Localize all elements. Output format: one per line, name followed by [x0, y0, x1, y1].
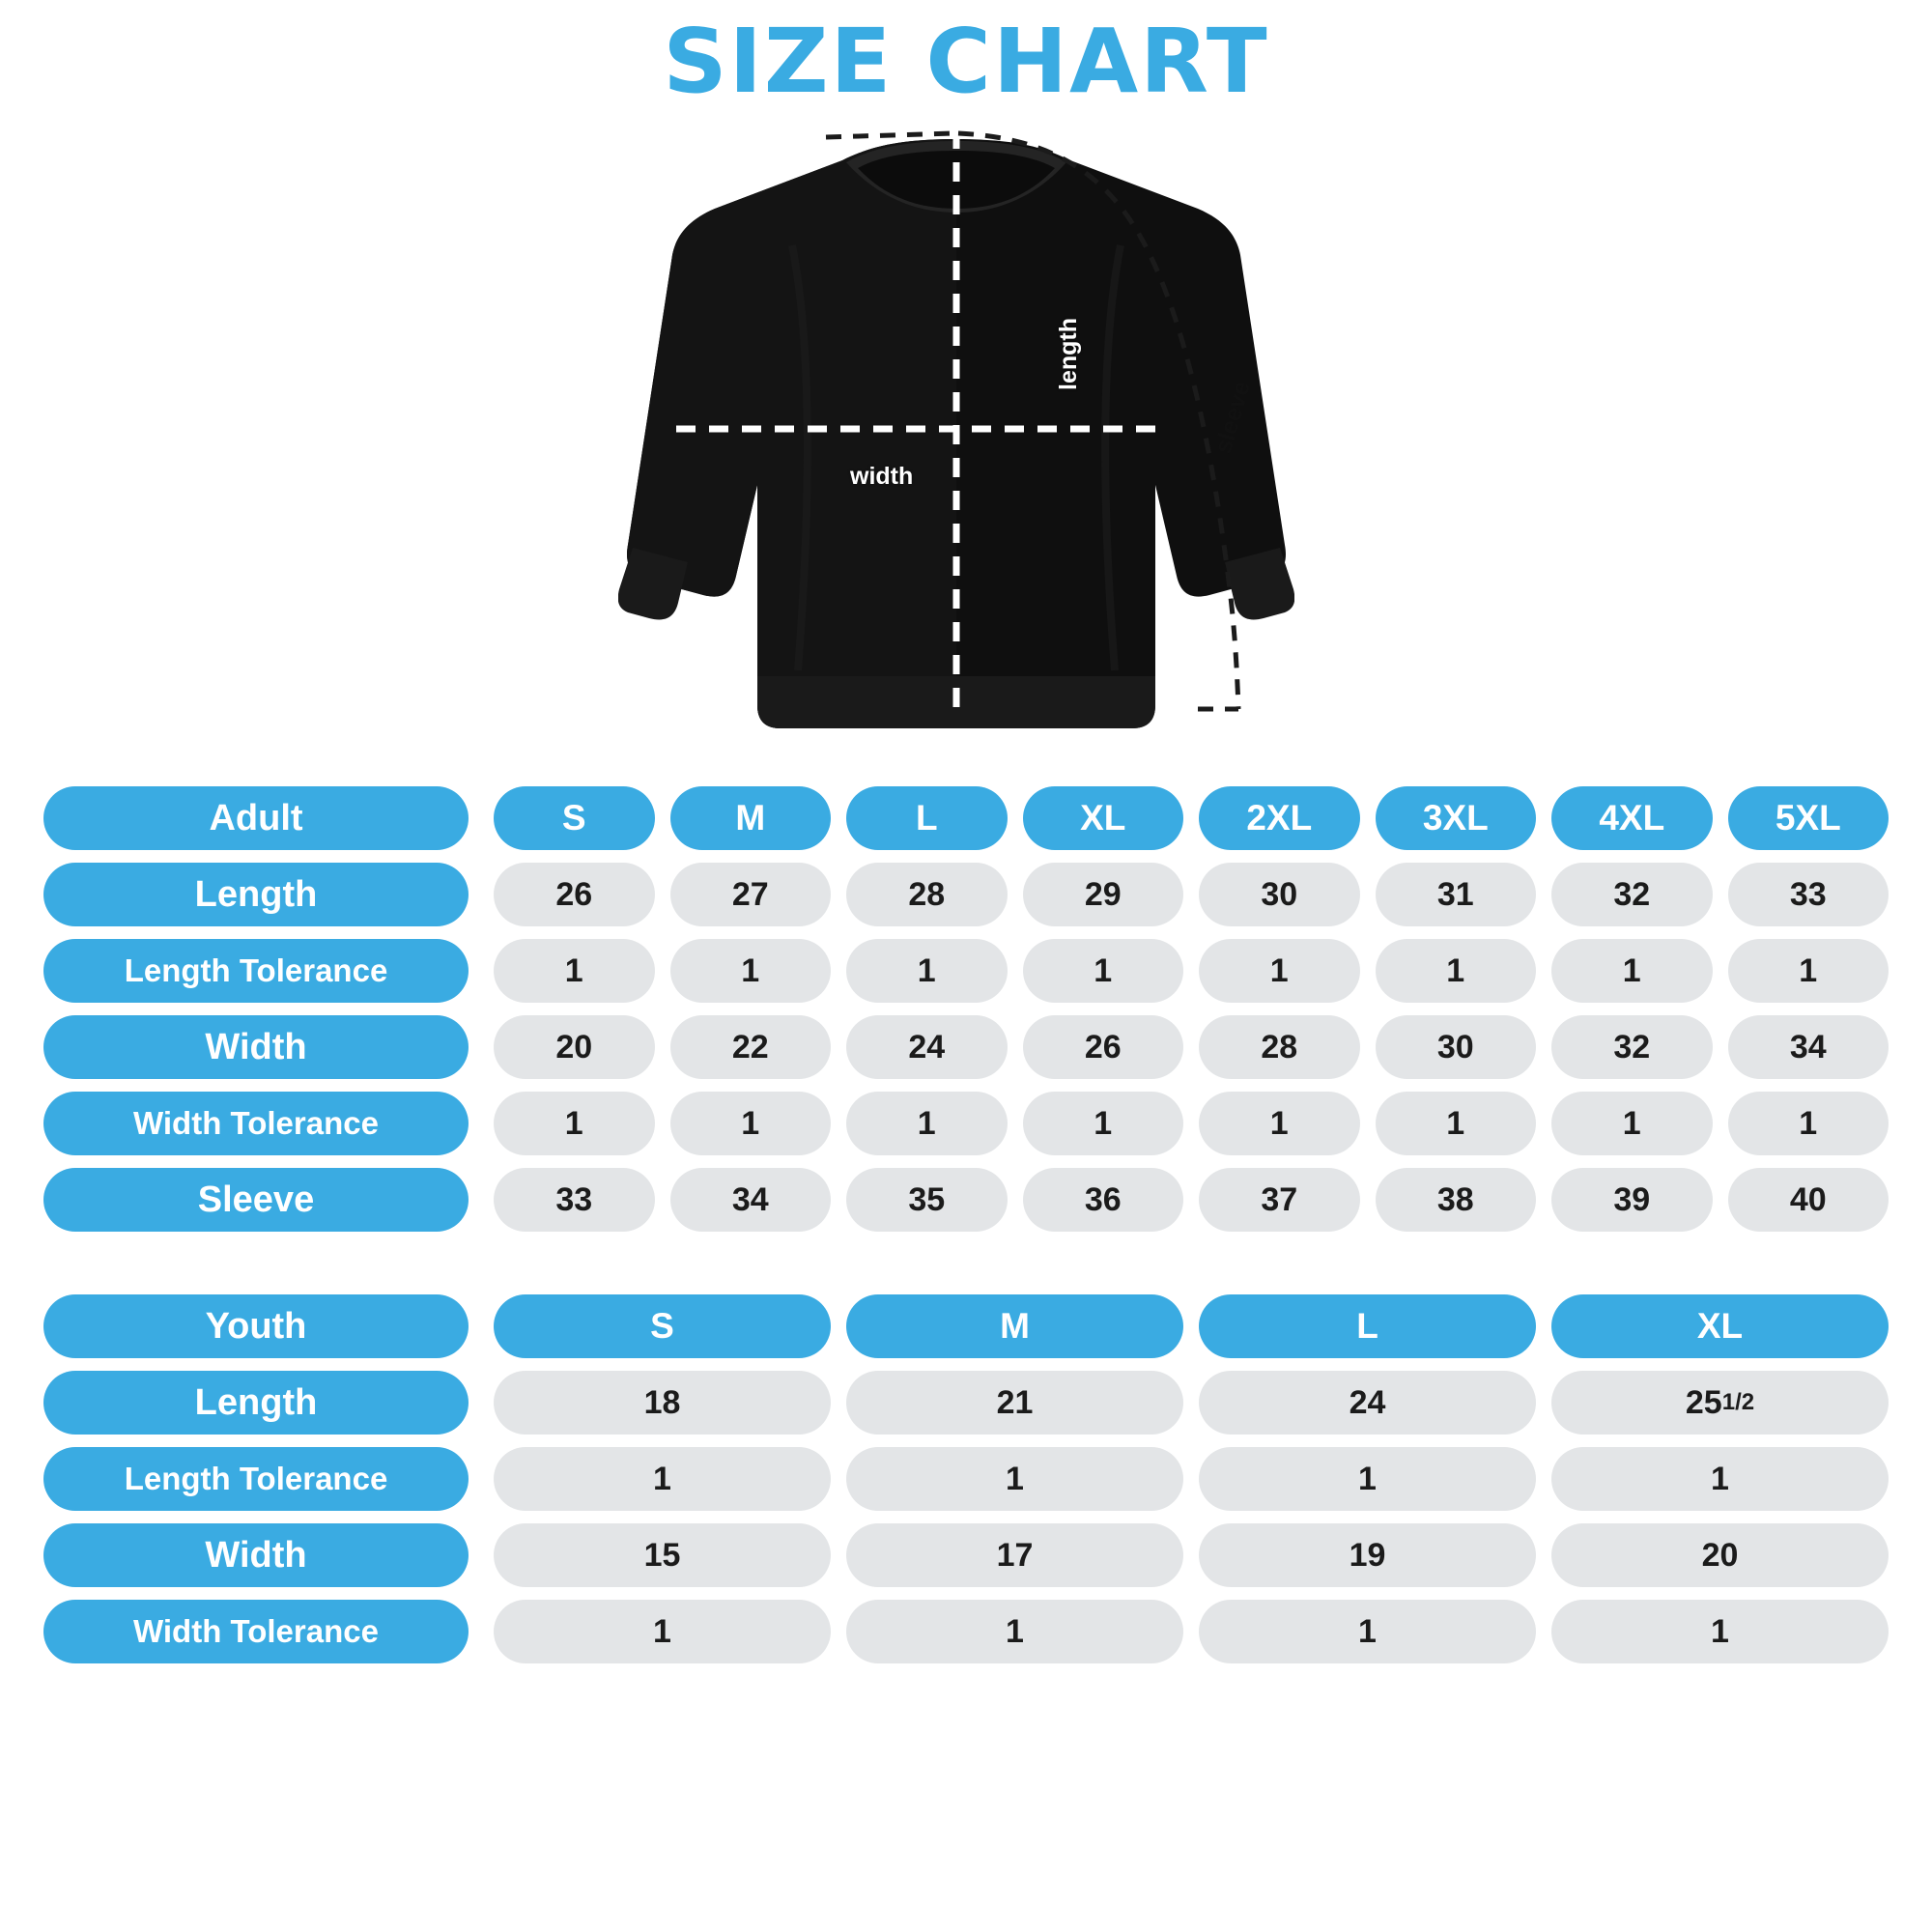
cell-fraction [1551, 1371, 1889, 1435]
row-label-length: Length [43, 863, 469, 926]
cell: 36 [1023, 1168, 1184, 1232]
youth-col-m: M [846, 1294, 1183, 1358]
row-label-width: Width [43, 1523, 469, 1587]
cell: 17 [846, 1523, 1183, 1587]
cell-fraction-part: 1/2 [1721, 1389, 1755, 1415]
cell: 38 [1376, 1168, 1537, 1232]
cell: 1 [1551, 1092, 1713, 1155]
cell: 24 [846, 1015, 1008, 1079]
page-title: SIZE CHART [663, 10, 1269, 113]
row-label-sleeve: Sleeve [43, 1168, 469, 1232]
cell: 1 [494, 1447, 831, 1511]
cell: 1 [1551, 1600, 1889, 1663]
cell: 30 [1199, 863, 1360, 926]
cell: 34 [1728, 1015, 1889, 1079]
youth-col-xl: XL [1551, 1294, 1889, 1358]
youth-size-table [43, 1294, 1889, 1663]
cell: 21 [846, 1371, 1183, 1435]
cell: 29 [1023, 863, 1184, 926]
adult-row-width-tolerance [43, 1092, 1889, 1155]
adult-col-5xl: 5XL [1728, 786, 1889, 850]
cell: 18 [494, 1371, 831, 1435]
adult-row-width [43, 1015, 1889, 1079]
adult-header-row [43, 786, 1889, 850]
cell: 31 [1376, 863, 1537, 926]
cell: 28 [1199, 1015, 1360, 1079]
adult-col-s: S [494, 786, 655, 850]
cell: 33 [494, 1168, 655, 1232]
youth-row-width-tolerance [43, 1600, 1889, 1663]
cell: 35 [846, 1168, 1008, 1232]
cell: 39 [1551, 1168, 1713, 1232]
cell: 1 [670, 939, 832, 1003]
cell: 1 [1023, 939, 1184, 1003]
cell: 1 [1728, 939, 1889, 1003]
adult-col-l: L [846, 786, 1008, 850]
cell: 26 [494, 863, 655, 926]
table-spacer [0, 1244, 1932, 1294]
row-label-length-tolerance: Length Tolerance [43, 1447, 469, 1511]
cell: 37 [1199, 1168, 1360, 1232]
cell: 1 [494, 1600, 831, 1663]
adult-table-label: Adult [43, 786, 469, 850]
sleeve-measure-label: sleeve [1209, 378, 1257, 457]
youth-row-length [43, 1371, 1889, 1435]
cell: 1 [1551, 939, 1713, 1003]
row-label-width-tolerance: Width Tolerance [43, 1600, 469, 1663]
youth-table-label: Youth [43, 1294, 469, 1358]
adult-col-3xl: 3XL [1376, 786, 1537, 850]
adult-col-4xl: 4XL [1551, 786, 1713, 850]
cell: 1 [494, 1092, 655, 1155]
cell: 1 [670, 1092, 832, 1155]
cell: 1 [1728, 1092, 1889, 1155]
adult-col-2xl: 2XL [1199, 786, 1360, 850]
adult-row-length-tolerance [43, 939, 1889, 1003]
cell: 22 [670, 1015, 832, 1079]
cell: 1 [1376, 939, 1537, 1003]
cell: 33 [1728, 863, 1889, 926]
youth-header-row [43, 1294, 1889, 1358]
cell: 27 [670, 863, 832, 926]
cell: 20 [494, 1015, 655, 1079]
cell: 1 [1199, 1447, 1536, 1511]
cell: 1 [846, 939, 1008, 1003]
cell: 24 [1199, 1371, 1536, 1435]
cell: 1 [1376, 1092, 1537, 1155]
cell: 34 [670, 1168, 832, 1232]
garment-illustration [0, 110, 1932, 786]
cell: 1 [1551, 1447, 1889, 1511]
cell: 1 [1199, 1092, 1360, 1155]
youth-col-l: L [1199, 1294, 1536, 1358]
cell: 1 [494, 939, 655, 1003]
row-label-width: Width [43, 1015, 469, 1079]
youth-row-length-tolerance [43, 1447, 1889, 1511]
length-measure-label: length [1055, 318, 1082, 390]
youth-row-width [43, 1523, 1889, 1587]
adult-size-table [43, 786, 1889, 1232]
row-label-width-tolerance: Width Tolerance [43, 1092, 469, 1155]
adult-col-m: M [670, 786, 832, 850]
adult-row-length [43, 863, 1889, 926]
adult-row-sleeve [43, 1168, 1889, 1232]
cell: 40 [1728, 1168, 1889, 1232]
adult-col-xl: XL [1023, 786, 1184, 850]
cell: 1 [1023, 1092, 1184, 1155]
cell: 1 [846, 1447, 1183, 1511]
row-label-length: Length [43, 1371, 469, 1435]
cell: 32 [1551, 863, 1713, 926]
cell: 30 [1376, 1015, 1537, 1079]
cell: 20 [1551, 1523, 1889, 1587]
cell: 1 [846, 1092, 1008, 1155]
width-measure-label: width [850, 463, 914, 490]
cell: 19 [1199, 1523, 1536, 1587]
sweatshirt-graphic [618, 129, 1294, 767]
cell: 26 [1023, 1015, 1184, 1079]
cell: 1 [846, 1600, 1183, 1663]
cell: 1 [1199, 1600, 1536, 1663]
cell: 15 [494, 1523, 831, 1587]
youth-col-s: S [494, 1294, 831, 1358]
cell: 28 [846, 863, 1008, 926]
cell: 32 [1551, 1015, 1713, 1079]
row-label-length-tolerance: Length Tolerance [43, 939, 469, 1003]
cell-fraction-value: 25 [1685, 1383, 1722, 1421]
cell: 1 [1199, 939, 1360, 1003]
